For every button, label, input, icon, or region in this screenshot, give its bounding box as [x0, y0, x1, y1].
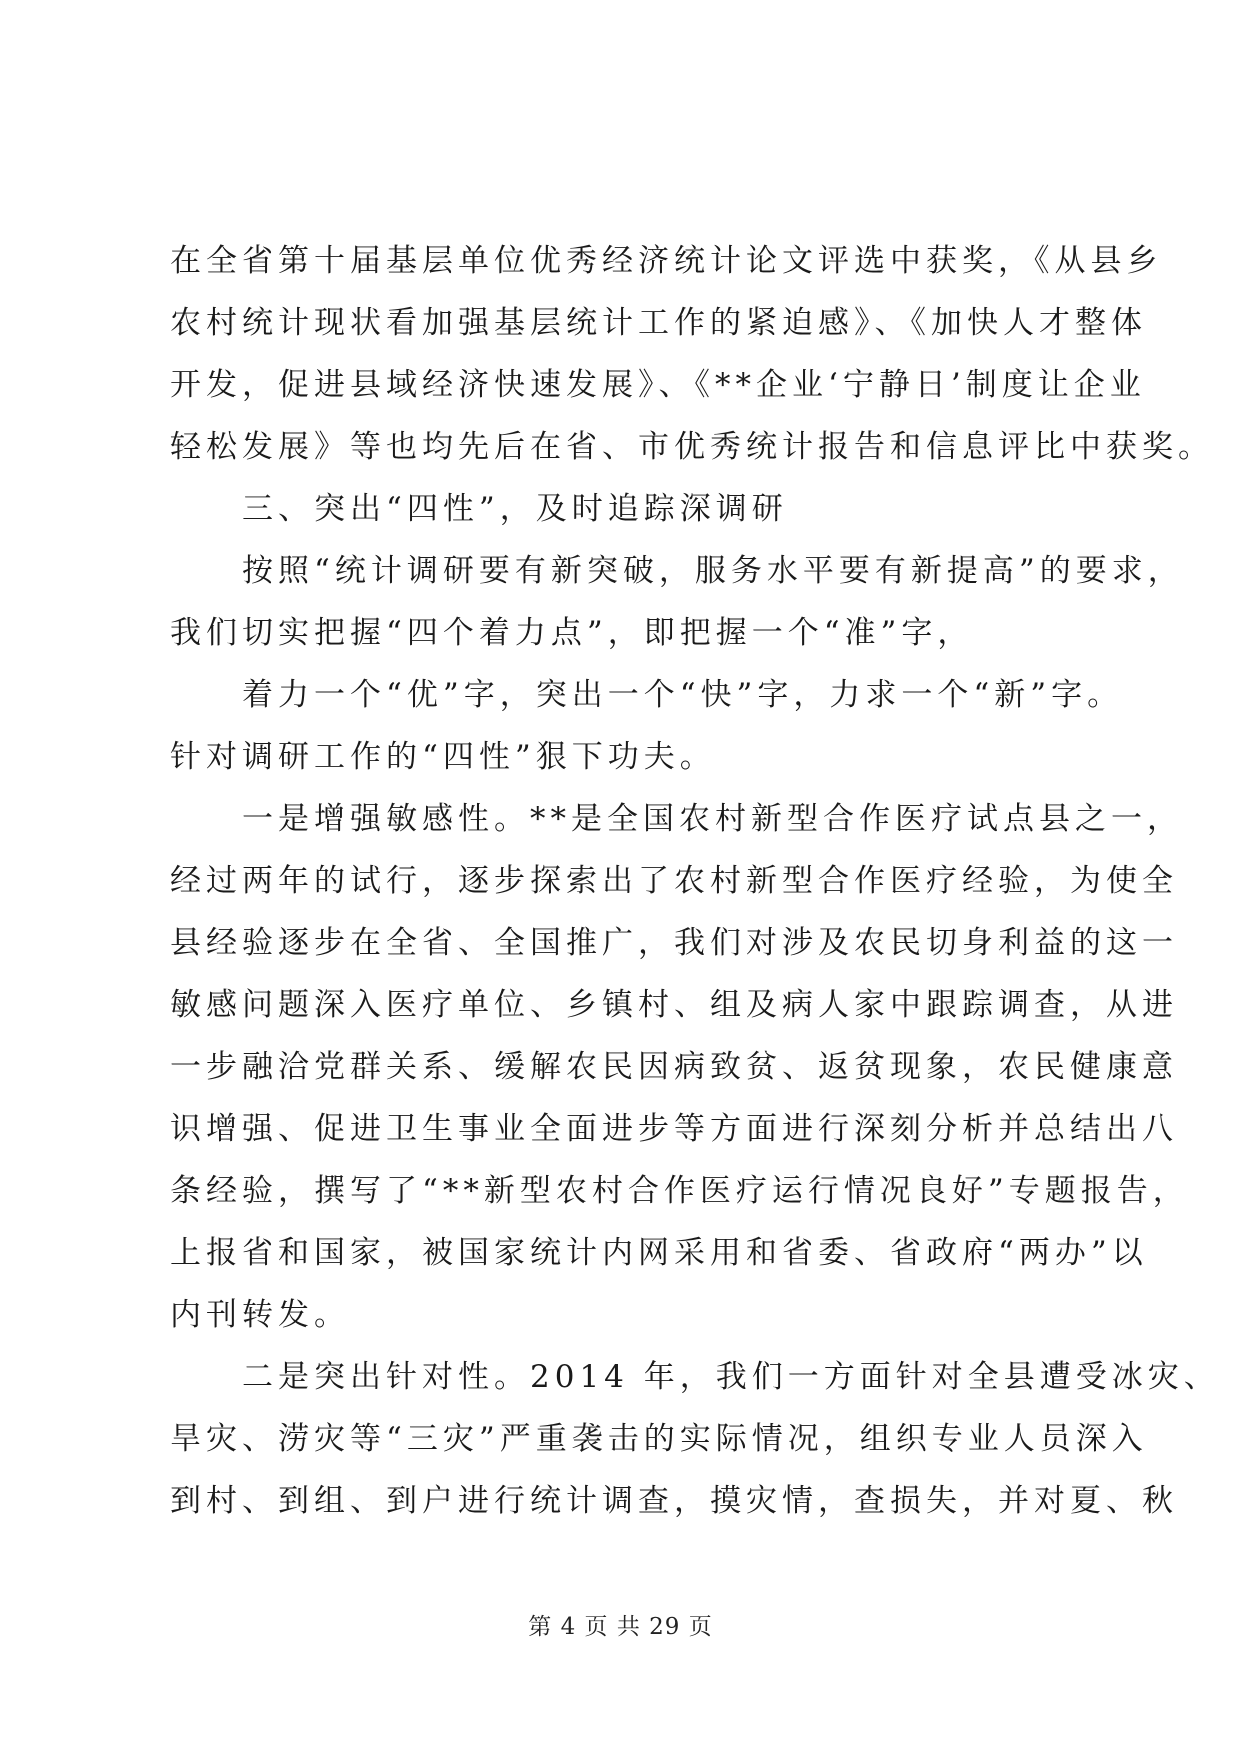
text-line: 在全省第十届基层单位优秀经济统计论文评选中获奖，《从县乡 — [170, 243, 1163, 279]
text-line: 条经验，撰写了“**新型农村合作医疗运行情况良好”专题报告， — [170, 1173, 1189, 1209]
text-line: 经过两年的试行，逐步探索出了农村新型合作医疗经验，为使全 — [170, 863, 1178, 899]
text-line: 开发，促进县域经济快速发展》、《**企业‘宁静日’制度让企业 — [170, 367, 1146, 403]
text-line: 县经验逐步在全省、全国推广，我们对涉及农民切身利益的这一 — [170, 925, 1178, 961]
document-body — [170, 230, 1220, 1532]
text-line: 轻松发展》等也均先后在省、市优秀统计报告和信息评比中获奖。 — [170, 429, 1214, 465]
text-line: 一是增强敏感性。**是全国农村新型合作医疗试点县之一， — [242, 801, 1183, 837]
text-line: 上报省和国家，被国家统计内网采用和省委、省政府“两办”以 — [170, 1235, 1148, 1271]
text-line: 农村统计现状看加强基层统计工作的紧迫感》、《加快人才整体 — [170, 305, 1147, 341]
text-line: 旱灾、涝灾等“三灾”严重袭击的实际情况，组织专业人员深入 — [170, 1421, 1148, 1457]
text-line: 识增强、促进卫生事业全面进步等方面进行深刻分析并总结出八 — [170, 1111, 1178, 1147]
page-footer: 第 4 页 共 29 页 — [528, 1614, 713, 1640]
text-line: 我们切实把握“四个着力点”，即把握一个“准”字， — [170, 615, 974, 651]
text-line: 内刊转发。 — [170, 1297, 350, 1333]
text-line: 二是突出针对性。2014 年，我们一方面针对全县遭受冰灾、 — [242, 1359, 1220, 1395]
text-line: 敏感问题深入医疗单位、乡镇村、组及病人家中跟踪调查，从进 — [170, 987, 1178, 1023]
text-line: 到村、到组、到户进行统计调查，摸灾情，查损失，并对夏、秋 — [170, 1483, 1178, 1519]
text-line: 着力一个“优”字，突出一个“快”字，力求一个“新”字。 — [242, 677, 1124, 713]
text-line: 按照“统计调研要有新突破，服务水平要有新提高”的要求， — [242, 553, 1184, 589]
text-line: 一步融洽党群关系、缓解农民因病致贫、返贫现象，农民健康意 — [170, 1049, 1178, 1085]
text-line: 针对调研工作的“四性”狠下功夫。 — [170, 739, 716, 775]
text-line: 三、突出“四性”，及时追踪深调研 — [242, 491, 788, 527]
